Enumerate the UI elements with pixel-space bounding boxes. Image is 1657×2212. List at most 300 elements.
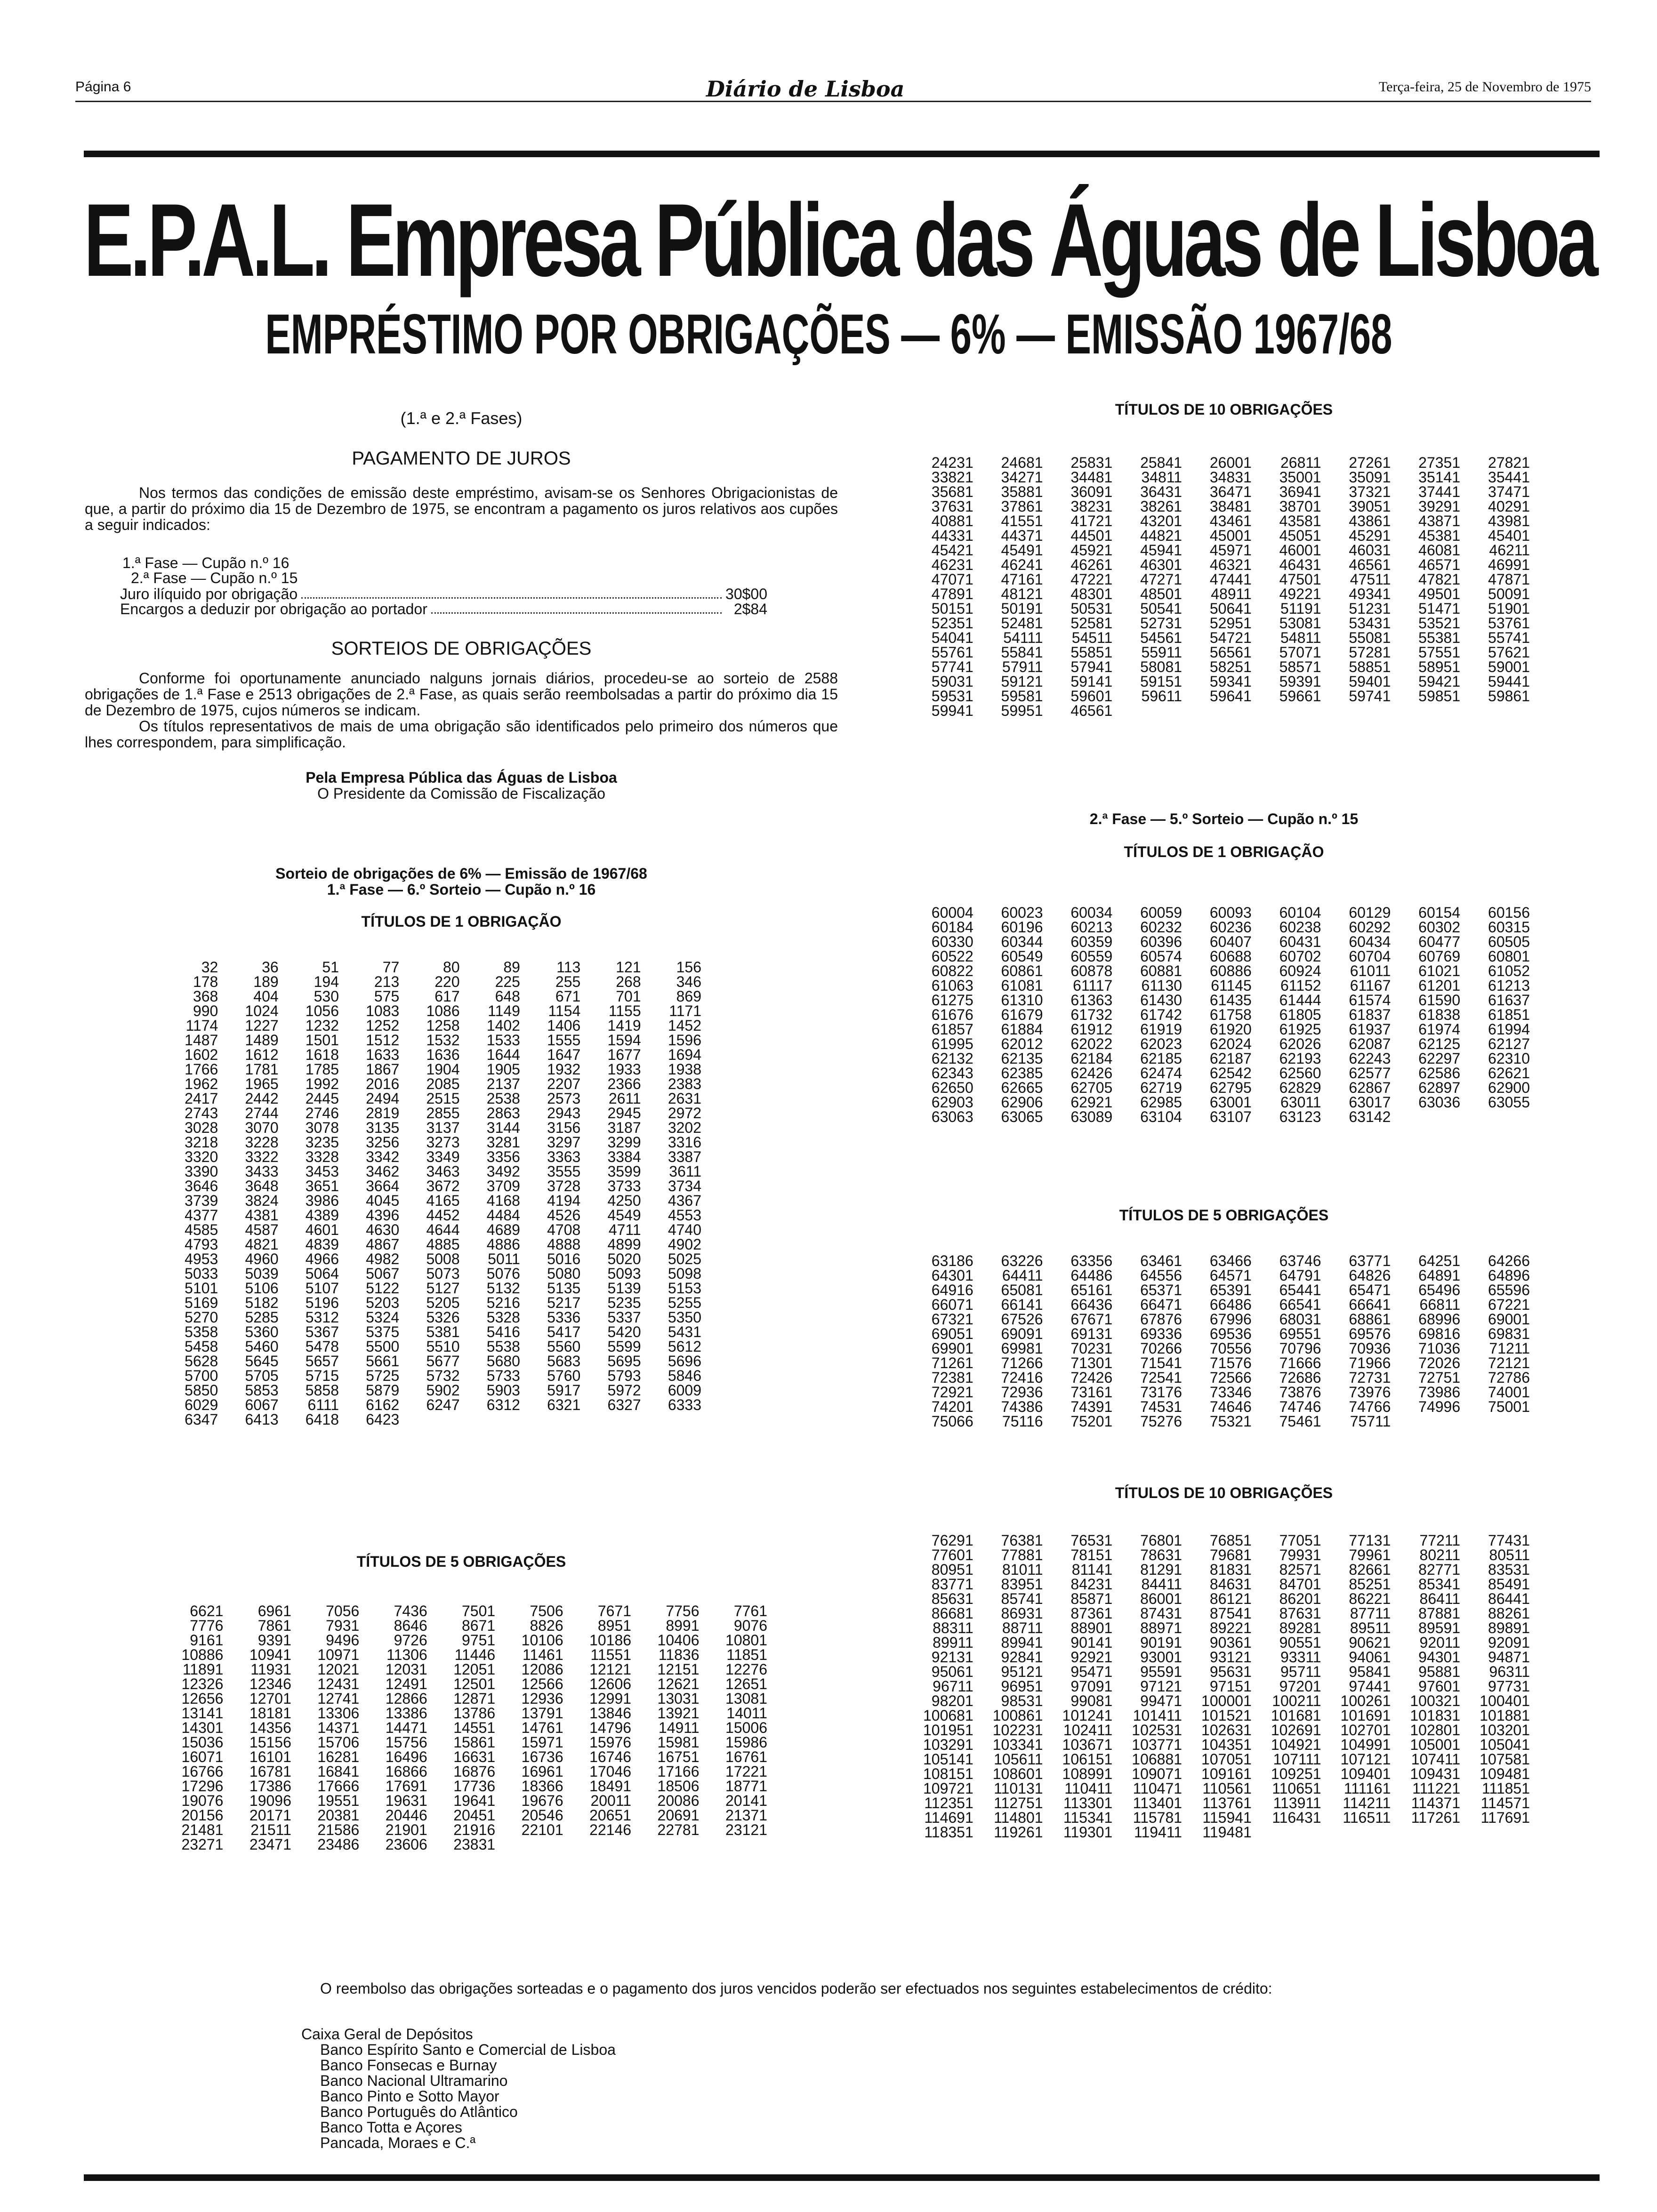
bond-number: 107581 xyxy=(1480,1751,1530,1768)
bond-number: 49341 xyxy=(1349,585,1391,602)
number-row xyxy=(904,1796,1530,1811)
bond-number: 81141 xyxy=(1071,1561,1113,1578)
bond-number: 104351 xyxy=(1201,1736,1252,1753)
bond-number: 62127 xyxy=(1488,1035,1530,1052)
bond-number: 5337 xyxy=(607,1309,641,1326)
bond-number: 79681 xyxy=(1209,1547,1252,1563)
bond-number: 2417 xyxy=(185,1090,218,1107)
bond-number: 62719 xyxy=(1140,1079,1182,1096)
bond-number: 98531 xyxy=(1001,1692,1043,1709)
bond-number: 70936 xyxy=(1349,1340,1391,1357)
bond-number: 8951 xyxy=(597,1617,632,1634)
bond-number: 23271 xyxy=(181,1836,224,1853)
bond-number: 5478 xyxy=(305,1338,339,1355)
bond-number: 103291 xyxy=(923,1736,973,1753)
bond-number: 110471 xyxy=(1133,1780,1182,1797)
bond-number: 15861 xyxy=(453,1734,496,1751)
bond-number: 60769 xyxy=(1418,948,1461,965)
bond-number: 47071 xyxy=(931,571,973,588)
bond-number: 5367 xyxy=(305,1323,339,1340)
bond-number: 46991 xyxy=(1488,556,1530,573)
bond-number: 98201 xyxy=(931,1692,973,1709)
bond-number: 43861 xyxy=(1349,513,1391,529)
bond-number: 95711 xyxy=(1280,1663,1321,1680)
bond-number: 14011 xyxy=(726,1705,767,1722)
bond-number: 20651 xyxy=(589,1807,632,1824)
bond-number: 4549 xyxy=(607,1207,641,1224)
bond-number: 21586 xyxy=(317,1821,360,1838)
number-row xyxy=(904,572,1530,587)
bond-number: 3672 xyxy=(426,1178,460,1194)
bond-number: 50091 xyxy=(1488,585,1530,602)
number-row xyxy=(904,558,1530,572)
bond-number: 4708 xyxy=(547,1221,581,1238)
bond-number: 61152 xyxy=(1280,977,1321,994)
bond-number: 92091 xyxy=(1488,1634,1530,1651)
bond-number: 2746 xyxy=(305,1105,339,1122)
bond-number: 8671 xyxy=(462,1617,496,1634)
bond-number: 57941 xyxy=(1070,658,1113,675)
number-row xyxy=(904,1781,1530,1796)
bond-number: 12276 xyxy=(725,1661,767,1678)
bond-number: 5358 xyxy=(185,1323,218,1340)
bond-number: 24231 xyxy=(931,454,973,471)
bond-number: 5661 xyxy=(366,1353,400,1370)
bank-item: Banco Pinto e Sotto Mayor xyxy=(320,2088,499,2105)
bond-number: 65441 xyxy=(1279,1282,1321,1298)
bond-number: 46561 xyxy=(1070,702,1113,719)
bond-number: 4381 xyxy=(245,1207,279,1224)
bond-number: 97601 xyxy=(1418,1678,1461,1695)
bond-number: 368 xyxy=(193,988,218,1005)
bond-number: 63226 xyxy=(1001,1252,1043,1269)
bond-number: 61742 xyxy=(1140,1006,1182,1023)
bond-number: 45941 xyxy=(1140,542,1182,559)
bond-number: 107121 xyxy=(1340,1751,1391,1768)
bond-number: 23606 xyxy=(385,1836,427,1853)
bond-number: 79931 xyxy=(1279,1547,1321,1563)
bond-number: 39051 xyxy=(1349,498,1391,515)
bond-number: 8991 xyxy=(666,1617,700,1634)
bond-number: 80 xyxy=(443,959,460,976)
bond-number: 4821 xyxy=(245,1236,279,1253)
bond-number: 4711 xyxy=(608,1221,641,1238)
bond-number: 5270 xyxy=(185,1309,218,1326)
p2-t10-heading: TÍTULOS DE 10 OBRIGAÇÕES xyxy=(1115,1484,1333,1501)
bond-number: 60559 xyxy=(1070,948,1113,965)
bond-number: 1932 xyxy=(547,1061,581,1078)
bond-number: 60359 xyxy=(1070,933,1113,950)
bond-number: 83951 xyxy=(1001,1576,1043,1593)
bond-number: 50151 xyxy=(931,600,973,617)
bond-number: 95061 xyxy=(931,1663,973,1680)
bond-number: 97441 xyxy=(1349,1678,1391,1695)
bond-number: 72026 xyxy=(1418,1354,1461,1371)
bond-number: 62297 xyxy=(1418,1050,1461,1067)
bond-number: 3356 xyxy=(486,1148,520,1165)
number-row xyxy=(904,1008,1530,1022)
bond-number: 5139 xyxy=(607,1280,641,1297)
bond-number: 5612 xyxy=(668,1338,701,1355)
bond-number: 46301 xyxy=(1140,556,1182,573)
bond-number: 46571 xyxy=(1418,556,1461,573)
issue-date: Terça-feira, 25 de Novembro de 1975 xyxy=(1378,79,1591,95)
number-row xyxy=(904,631,1530,645)
bond-number: 95631 xyxy=(1209,1663,1252,1680)
bond-number: 62185 xyxy=(1140,1050,1182,1067)
bond-number: 19076 xyxy=(181,1792,224,1809)
number-row xyxy=(904,601,1530,616)
bond-number: 112351 xyxy=(924,1795,973,1811)
phases-label: (1.ª e 2.ª Fases) xyxy=(400,409,523,428)
bond-number: 75276 xyxy=(1140,1413,1182,1430)
bond-number: 117691 xyxy=(1480,1809,1530,1826)
bond-number: 101951 xyxy=(923,1722,973,1739)
bond-number: 63055 xyxy=(1488,1094,1530,1111)
bond-number: 66141 xyxy=(1001,1296,1043,1313)
bond-number: 45491 xyxy=(1001,542,1043,559)
bond-number: 114691 xyxy=(924,1809,973,1826)
bond-number: 105611 xyxy=(994,1751,1043,1768)
bond-number: 6413 xyxy=(245,1411,279,1428)
bond-number: 103201 xyxy=(1480,1722,1530,1739)
bond-number: 100681 xyxy=(923,1707,973,1724)
bond-number: 102701 xyxy=(1340,1722,1391,1739)
bond-number: 14796 xyxy=(589,1719,632,1736)
bond-number: 89891 xyxy=(1488,1619,1530,1636)
bond-number: 69981 xyxy=(1001,1340,1043,1357)
bond-number: 35681 xyxy=(931,483,973,500)
bond-number: 66436 xyxy=(1070,1296,1113,1313)
t5-table xyxy=(155,1604,767,1852)
bond-number: 2207 xyxy=(547,1075,581,1092)
bond-number: 51 xyxy=(322,959,339,976)
bond-number: 100001 xyxy=(1201,1692,1252,1709)
bond-number: 74386 xyxy=(1001,1398,1043,1415)
bond-number: 1938 xyxy=(668,1061,701,1078)
bond-number: 3322 xyxy=(245,1148,279,1165)
bond-number: 60477 xyxy=(1418,933,1461,950)
phase2-title: 2.ª Fase — 5.º Sorteio — Cupão n.º 15 xyxy=(1089,810,1359,827)
bond-number: 82571 xyxy=(1279,1561,1321,1578)
bond-number: 53761 xyxy=(1488,615,1530,632)
bond-number: 77431 xyxy=(1488,1532,1530,1549)
bond-number: 5122 xyxy=(366,1280,400,1297)
bond-number: 14471 xyxy=(385,1719,427,1736)
number-row xyxy=(158,1339,701,1354)
t1-table xyxy=(158,960,701,1427)
bond-number: 74391 xyxy=(1070,1398,1113,1415)
bond-number: 1512 xyxy=(366,1032,400,1049)
p2-t5-table xyxy=(904,1254,1530,1429)
bond-number: 12346 xyxy=(249,1675,291,1692)
number-row xyxy=(158,1018,701,1033)
bond-number: 4194 xyxy=(547,1192,581,1209)
bond-number: 1867 xyxy=(366,1061,400,1078)
bond-number: 88261 xyxy=(1488,1605,1530,1622)
bond-number: 2573 xyxy=(547,1090,581,1107)
bond-number: 62125 xyxy=(1418,1035,1461,1052)
bond-number: 3462 xyxy=(366,1163,400,1180)
bond-number: 3463 xyxy=(426,1163,460,1180)
bond-number: 60431 xyxy=(1279,933,1321,950)
bond-number: 225 xyxy=(495,973,520,990)
bond-number: 90141 xyxy=(1070,1634,1113,1651)
bond-number: 58851 xyxy=(1349,658,1391,675)
bond-number: 61201 xyxy=(1418,977,1461,994)
number-row xyxy=(904,1254,1530,1268)
bond-number: 10406 xyxy=(657,1632,700,1649)
encargos-value: 2$84 xyxy=(733,601,767,617)
number-row xyxy=(158,975,701,989)
bond-number: 4452 xyxy=(426,1207,460,1224)
bond-number: 1174 xyxy=(185,1017,218,1034)
bond-number: 72921 xyxy=(931,1384,973,1401)
bond-number: 268 xyxy=(616,973,641,990)
number-row xyxy=(158,1062,701,1077)
bond-number: 3256 xyxy=(366,1134,400,1151)
bond-number: 8826 xyxy=(530,1617,563,1634)
bond-number: 4377 xyxy=(185,1207,218,1224)
bond-number: 5153 xyxy=(668,1280,701,1297)
bond-number: 18506 xyxy=(657,1778,700,1795)
bond-number: 60822 xyxy=(931,962,973,979)
bond-number: 15036 xyxy=(181,1734,224,1751)
number-row xyxy=(158,1354,701,1369)
bond-number: 3387 xyxy=(668,1148,701,1165)
bond-number: 61081 xyxy=(1001,977,1043,994)
bond-number: 59401 xyxy=(1349,673,1391,690)
bond-number: 1402 xyxy=(486,1017,520,1034)
bond-number: 15971 xyxy=(521,1734,563,1751)
number-row xyxy=(904,978,1530,993)
bond-number: 102691 xyxy=(1271,1722,1321,1739)
bond-number: 55761 xyxy=(931,644,973,661)
bond-number: 62135 xyxy=(1001,1050,1043,1067)
bond-number: 5417 xyxy=(547,1323,581,1340)
bond-number: 61732 xyxy=(1070,1006,1113,1023)
bond-number: 64896 xyxy=(1488,1267,1530,1284)
bond-number: 47161 xyxy=(1001,571,1043,588)
number-row xyxy=(158,1048,701,1062)
bond-number: 70556 xyxy=(1209,1340,1252,1357)
bond-number: 47221 xyxy=(1070,571,1113,588)
t1-heading: TÍTULOS DE 1 OBRIGAÇÃO xyxy=(361,913,562,930)
bond-number: 60034 xyxy=(1070,904,1113,921)
bond-number: 3611 xyxy=(669,1163,701,1180)
bond-number: 55741 xyxy=(1488,629,1530,646)
bond-number: 111221 xyxy=(1412,1780,1461,1797)
number-row xyxy=(904,499,1530,514)
number-row xyxy=(904,1533,1530,1548)
bond-number: 35141 xyxy=(1418,469,1461,486)
bond-number: 59661 xyxy=(1279,688,1321,705)
bond-number: 5080 xyxy=(547,1265,581,1282)
bond-number: 62577 xyxy=(1349,1065,1391,1082)
bond-number: 86931 xyxy=(1001,1605,1043,1622)
bond-number: 59611 xyxy=(1141,688,1182,705)
bond-number: 119411 xyxy=(1134,1824,1182,1841)
bond-number: 3316 xyxy=(668,1134,701,1151)
bond-number: 64251 xyxy=(1418,1252,1461,1269)
bond-number: 52581 xyxy=(1070,615,1113,632)
bond-number: 44371 xyxy=(1001,527,1043,544)
number-row xyxy=(904,1752,1530,1767)
p2-t1-table xyxy=(904,906,1530,1124)
bond-number: 89221 xyxy=(1209,1619,1252,1636)
titulos-paragraph: Os títulos representativos de mais de uma obrigação são identificados pelo primeiro dos números que lhes correspondem, para simplificação. xyxy=(85,718,838,751)
bond-number: 63107 xyxy=(1209,1108,1252,1125)
bond-number: 61805 xyxy=(1279,1006,1321,1023)
bond-number: 58081 xyxy=(1140,658,1182,675)
bond-number: 105041 xyxy=(1480,1736,1530,1753)
bank-item: Banco Totta e Açores xyxy=(320,2119,462,2136)
bond-number: 118351 xyxy=(924,1824,973,1841)
bond-number: 19096 xyxy=(249,1792,291,1809)
bond-number: 11461 xyxy=(523,1646,563,1663)
bond-number: 64301 xyxy=(931,1267,973,1284)
bond-number: 57551 xyxy=(1418,644,1461,661)
bond-number: 5510 xyxy=(426,1338,460,1355)
page-number: Página 6 xyxy=(75,79,131,95)
bond-number: 60574 xyxy=(1140,948,1182,965)
bond-number: 3297 xyxy=(547,1134,581,1151)
bond-number: 121 xyxy=(616,959,641,976)
number-row xyxy=(158,1208,701,1223)
bond-number: 63065 xyxy=(1001,1108,1043,1125)
bond-number: 37631 xyxy=(931,498,973,515)
number-row xyxy=(904,514,1530,529)
bond-number: 94061 xyxy=(1349,1649,1391,1666)
bond-number: 60023 xyxy=(1001,904,1043,921)
bond-number: 15006 xyxy=(725,1719,767,1736)
bond-number: 6162 xyxy=(366,1396,400,1413)
bond-number: 86201 xyxy=(1279,1590,1321,1607)
bond-number: 72541 xyxy=(1140,1369,1182,1386)
bond-number: 102531 xyxy=(1132,1722,1182,1739)
bond-number: 113761 xyxy=(1202,1795,1252,1811)
p2-t5-heading: TÍTULOS DE 5 OBRIGAÇÕES xyxy=(1119,1207,1329,1224)
bond-number: 16761 xyxy=(725,1748,767,1765)
bond-number: 60292 xyxy=(1349,919,1391,936)
p2-t10-table xyxy=(904,1533,1530,1840)
bond-number: 62187 xyxy=(1209,1050,1252,1067)
bond-number: 59341 xyxy=(1209,673,1252,690)
bond-number: 3281 xyxy=(486,1134,520,1151)
bond-number: 59861 xyxy=(1488,688,1530,705)
bond-number: 4888 xyxy=(547,1236,581,1253)
bond-number: 63011 xyxy=(1280,1094,1321,1111)
bond-number: 90621 xyxy=(1349,1634,1391,1651)
bond-number: 61213 xyxy=(1488,977,1530,994)
bond-number: 89511 xyxy=(1350,1619,1391,1636)
bond-number: 37861 xyxy=(1001,498,1043,515)
bond-number: 404 xyxy=(253,988,279,1005)
bond-number: 5972 xyxy=(607,1382,641,1399)
bond-number: 990 xyxy=(193,1002,218,1019)
bond-number: 63089 xyxy=(1070,1108,1113,1125)
bond-number: 61837 xyxy=(1349,1006,1391,1023)
bond-number: 105001 xyxy=(1410,1736,1461,1753)
bond-number: 61974 xyxy=(1418,1021,1461,1038)
bond-number: 49221 xyxy=(1279,585,1321,602)
bond-number: 5255 xyxy=(668,1294,701,1311)
bond-number: 113 xyxy=(556,959,581,976)
number-row xyxy=(904,993,1530,1008)
bond-number: 61444 xyxy=(1279,992,1321,1009)
bond-number: 9751 xyxy=(462,1632,496,1649)
bond-number: 12151 xyxy=(657,1661,700,1678)
bond-number: 16961 xyxy=(521,1763,563,1780)
bond-number: 17221 xyxy=(725,1763,767,1780)
bond-number: 1056 xyxy=(305,1002,339,1019)
bond-number: 20141 xyxy=(725,1792,767,1809)
top-rule xyxy=(84,151,1600,157)
bond-number: 77 xyxy=(382,959,400,976)
bond-number: 97091 xyxy=(1070,1678,1113,1695)
bond-number: 51901 xyxy=(1488,600,1530,617)
bond-number: 3824 xyxy=(245,1192,279,1209)
bond-number: 18491 xyxy=(589,1778,632,1795)
number-row xyxy=(155,1750,767,1764)
number-row xyxy=(904,456,1530,470)
bond-number: 48501 xyxy=(1140,585,1182,602)
bond-number: 36 xyxy=(262,959,279,976)
bond-number: 86121 xyxy=(1209,1590,1252,1607)
bond-number: 5846 xyxy=(668,1367,701,1384)
bond-number: 44501 xyxy=(1070,527,1113,544)
bond-number: 107111 xyxy=(1273,1751,1321,1768)
bond-number: 115341 xyxy=(1063,1809,1113,1826)
bond-number: 16876 xyxy=(453,1763,496,1780)
bond-number: 3228 xyxy=(245,1134,279,1151)
bond-number: 1258 xyxy=(426,1017,460,1034)
bond-number: 78151 xyxy=(1070,1547,1113,1563)
bond-number: 116431 xyxy=(1272,1809,1321,1826)
bond-number: 17046 xyxy=(589,1763,632,1780)
bond-number: 92921 xyxy=(1070,1649,1113,1666)
number-row xyxy=(158,1106,701,1121)
bond-number: 12621 xyxy=(657,1675,700,1692)
number-row xyxy=(158,1383,701,1398)
bond-number: 101241 xyxy=(1062,1707,1113,1724)
bond-number: 13386 xyxy=(385,1705,427,1722)
bond-number: 23831 xyxy=(453,1836,496,1853)
bond-number: 62650 xyxy=(931,1079,973,1096)
bond-number: 21511 xyxy=(250,1821,291,1838)
bond-number: 106151 xyxy=(1062,1751,1113,1768)
bond-number: 27261 xyxy=(1349,454,1391,471)
bond-number: 5850 xyxy=(185,1382,218,1399)
bond-number: 12121 xyxy=(589,1661,632,1678)
number-row xyxy=(904,964,1530,978)
bond-number: 54811 xyxy=(1280,629,1321,646)
bond-number: 1406 xyxy=(547,1017,581,1034)
bond-number: 61637 xyxy=(1488,992,1530,1009)
bond-number: 60924 xyxy=(1279,962,1321,979)
bond-number: 4526 xyxy=(547,1207,581,1224)
bond-number: 61021 xyxy=(1418,962,1461,979)
bond-number: 88311 xyxy=(933,1619,973,1636)
number-row xyxy=(904,587,1530,601)
bond-number: 5132 xyxy=(486,1280,520,1297)
number-row xyxy=(904,1022,1530,1037)
bond-number: 113301 xyxy=(1063,1795,1113,1811)
bond-number: 2945 xyxy=(607,1105,641,1122)
bond-number: 68031 xyxy=(1279,1311,1321,1328)
bond-number: 61884 xyxy=(1001,1021,1043,1038)
bond-number: 6327 xyxy=(607,1396,641,1413)
